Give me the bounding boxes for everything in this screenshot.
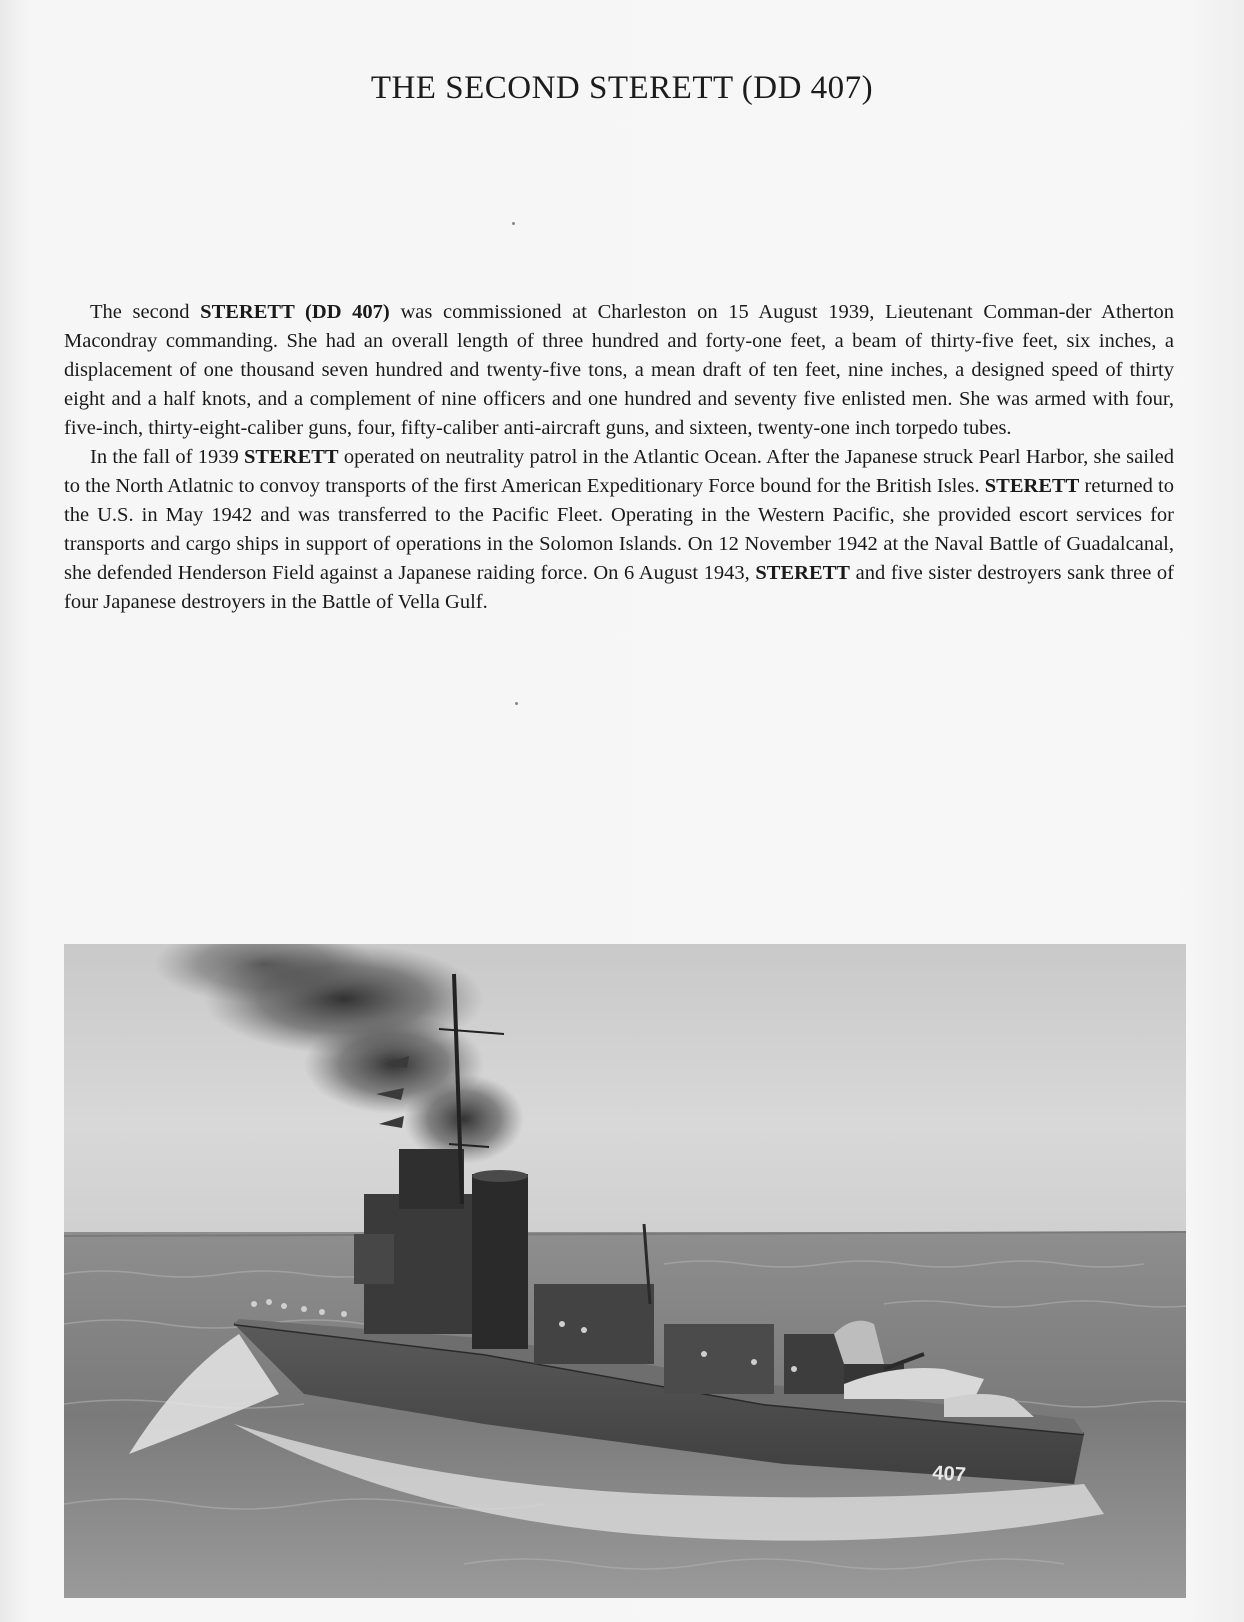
ship-name-bold: STERETT [984, 475, 1080, 497]
paragraph-2 [64, 443, 1174, 617]
destroyer-photo-graphic [64, 944, 1186, 1598]
paragraph-segment: and five sister destroyers sank three of four Japanese destroyers in the Battle of Vella Gulf. [64, 562, 1174, 613]
paragraph-segment: The second [90, 301, 201, 323]
destroyer-photograph [64, 944, 1186, 1598]
page-title: THE SECOND STERETT (DD 407) [370, 70, 874, 107]
body-text [64, 298, 1174, 617]
speck [512, 222, 515, 225]
paragraph-segment: returned to the U.S. in May 1942 and was transferred to the Pacific Fleet. Operating in the Western Pacific, she provided escort services for transports and cargo ships in support of operations in the Solomon Islands. On 12 November 1942 at the Naval Battle of Guadalcanal, she defended Henderson Field against a Japanese raiding force. On 6 August 1943, [64, 475, 1174, 584]
hull-number: 407 [931, 1462, 967, 1487]
speck [515, 702, 518, 705]
paragraph-segment: operated on neutrality patrol in the Atlantic Ocean. After the Japanese struck Pearl Harbor, she sailed to the North Atlatnic to convoy transports of the first American Expeditionary Force bound for the British Isles. [64, 446, 1174, 497]
paragraph-segment: was commissioned at Charleston on 15 August 1939, Lieutenant Comman-der Atherton Macondray commanding. She had an overall length of three hundred and forty-one feet, a beam of thirty-five feet, six inches, a displacement of one thousand seven hundred and twenty-five tons, a mean draft of ten feet, nine inches, a designed speed of thirty eight and a half knots, and a complement of nine officers and one hundred and seventy five enlisted men. She was armed with four, five-inch, thirty-eight-caliber guns, four, fifty-caliber anti-aircraft guns, and sixteen, twenty-one inch torpedo tubes. [64, 301, 1175, 439]
ship-name-bold: STERETT [755, 562, 850, 584]
ship-name-bold: STERETT (DD 407) [200, 301, 390, 323]
paragraph-1 [64, 298, 1174, 443]
paragraph-segment: In the fall of 1939 [90, 446, 245, 468]
ship-name-bold: STERETT [244, 446, 339, 468]
